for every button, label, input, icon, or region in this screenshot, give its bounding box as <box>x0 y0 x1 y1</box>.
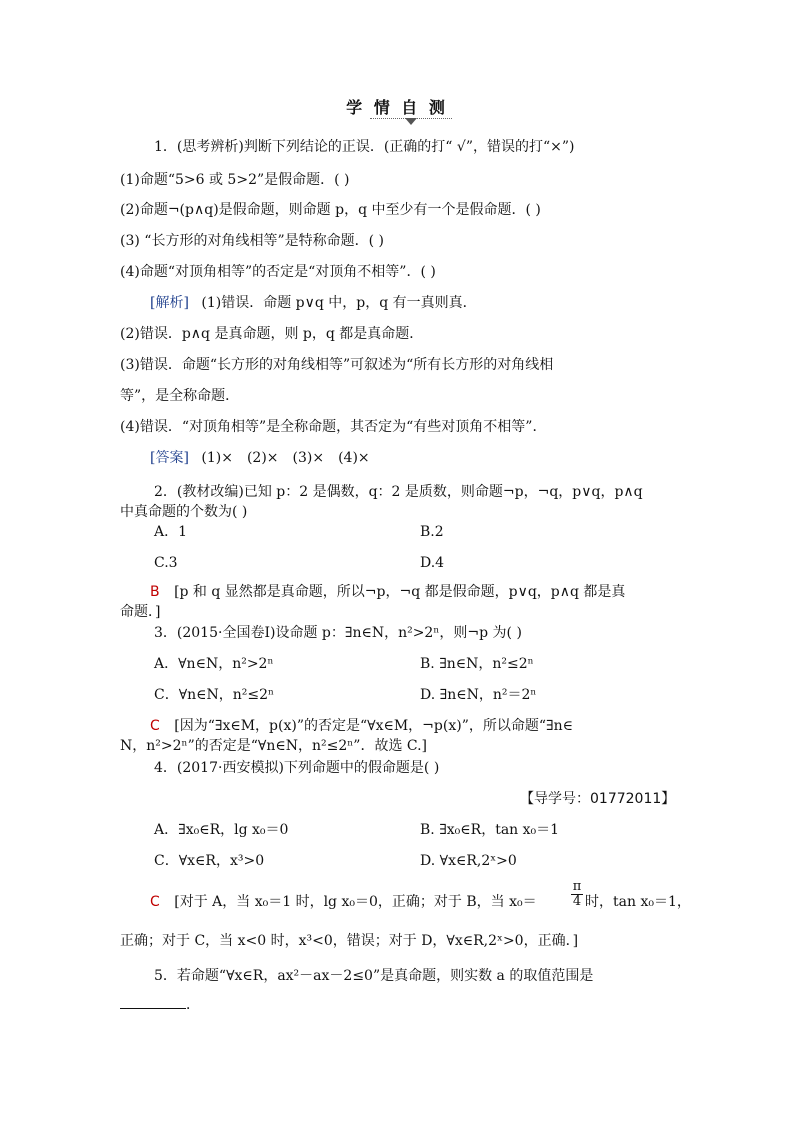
q4-explain-2: 正确；对于 C，当 x<0 时，x³<0，错误；对于 D，∀x∈R,2ˣ>0，正确．] <box>120 933 579 949</box>
q3-option-a: A．∀n∈N，n²>2ⁿ <box>154 656 274 672</box>
q2-explain-1: [p 和 q 显然都是真命题，所以¬p，¬q 都是假命题，p∨q，p∧q 都是真 <box>174 584 626 600</box>
q1-stem: 1．(思考辨析)判断下列结论的正误．(正确的打“ √”，错误的打“×”) <box>154 139 575 155</box>
fraction-numerator: π <box>572 879 582 894</box>
q1-analysis-line-1 <box>150 293 477 313</box>
q3-explain-2: N，n²>2ⁿ”的否定是“∀n∈N，n²≤2ⁿ”．故选 C.] <box>120 738 428 754</box>
q1-answer: (1)× (2)× (3)× (4)× <box>201 450 370 466</box>
q4-fraction <box>571 880 583 909</box>
q1-analysis-4: 等”，是全称命题． <box>120 388 240 404</box>
q3-option-b: B. ∃n∈N，n²≤2ⁿ <box>420 656 534 672</box>
q3-explain-line-1 <box>150 716 573 736</box>
q3-explain-1: [因为“∃x∈M，p(x)”的否定是“∀x∈M，¬p(x)”，所以命题“∃n∈ <box>174 718 573 734</box>
q4-option-a: A．∃x₀∈R，lg x₀＝0 <box>154 822 289 838</box>
answer-tag: [答案] <box>150 450 189 466</box>
q3-option-c: C．∀n∈N，n²≤2ⁿ <box>154 687 275 703</box>
q4-option-d: D. ∀x∈R,2ˣ>0 <box>420 853 517 869</box>
q5-stem-2: ． <box>186 997 200 1013</box>
q3-stem: 3．(2015·全国卷Ⅰ)设命题 p：∃n∈N，n²>2ⁿ，则¬p 为( ) <box>154 625 522 641</box>
q1-analysis-2: (2)错误．p∧q 是真命题，则 p，q 都是真命题． <box>120 326 424 342</box>
q1-item-3: (3) “长方形的对角线相等”是特称命题．( ) <box>120 233 384 249</box>
q3-option-d: D. ∃n∈N，n²＝2ⁿ <box>420 687 537 703</box>
q4-key: C <box>150 894 160 910</box>
q4-stem: 4．(2017·西安模拟)下列命题中的假命题是( ) <box>154 760 440 776</box>
q2-explain-line-1 <box>150 582 625 602</box>
q1-analysis-1: (1)错误．命题 p∨q 中，p，q 有一真则真． <box>201 295 477 311</box>
q2-stem-2: 中真命题的个数为( ) <box>120 504 248 520</box>
page-title: 学 情 自 测 <box>346 98 448 117</box>
q2-stem-1: 2．(教材改编)已知 p：2 是偶数，q：2 是质数，则命题¬p，¬q，p∨q，p∧q <box>154 484 643 500</box>
q1-item-1: (1)命题“5>6 或 5>2”是假命题．( ) <box>120 172 350 188</box>
fraction-denominator: 4 <box>572 894 582 909</box>
q2-option-d: D.4 <box>420 555 445 571</box>
q1-item-4: (4)命题“对顶角相等”的否定是“对顶角不相等”．( ) <box>120 264 436 280</box>
q2-explain-2: 命题．] <box>120 604 161 620</box>
title-triangle-icon <box>405 118 417 125</box>
analysis-tag: [解析] <box>150 295 189 311</box>
q4-option-b: B. ∃x₀∈R，tan x₀＝1 <box>420 822 560 838</box>
q4-explain-1b: 时，tan x₀＝1， <box>585 894 691 910</box>
q2-option-c: C.3 <box>154 555 178 571</box>
q5-stem-1: 5．若命题“∀x∈R，ax²－ax－2≤0”是真命题，则实数 a 的取值范围是 <box>154 968 594 984</box>
q1-analysis-5: (4)错误．“对顶角相等”是全称命题，其否定为“有些对顶角不相等”． <box>120 419 547 435</box>
answer-blank <box>120 1008 186 1009</box>
q3-key: C <box>150 718 160 734</box>
q2-option-b: B.2 <box>420 524 444 540</box>
q4-guide-number: 【导学号：01772011】 <box>520 791 676 807</box>
q2-key: B <box>150 584 160 600</box>
q2-option-a: A．1 <box>154 524 188 540</box>
q1-answer-line <box>150 448 370 468</box>
q4-option-c: C．∀x∈R，x³>0 <box>154 853 265 869</box>
q4-explain-line-1 <box>150 892 537 912</box>
q1-item-2: (2)命题¬(p∧q)是假命题，则命题 p，q 中至少有一个是假命题．( ) <box>120 202 541 218</box>
q4-explain-1a: [对于 A，当 x₀＝1 时，lg x₀＝0，正确；对于 B，当 x₀＝ <box>174 894 537 910</box>
q1-analysis-3: (3)错误．命题“长方形的对角线相等”可叙述为“所有长方形的对角线相 <box>120 357 554 373</box>
